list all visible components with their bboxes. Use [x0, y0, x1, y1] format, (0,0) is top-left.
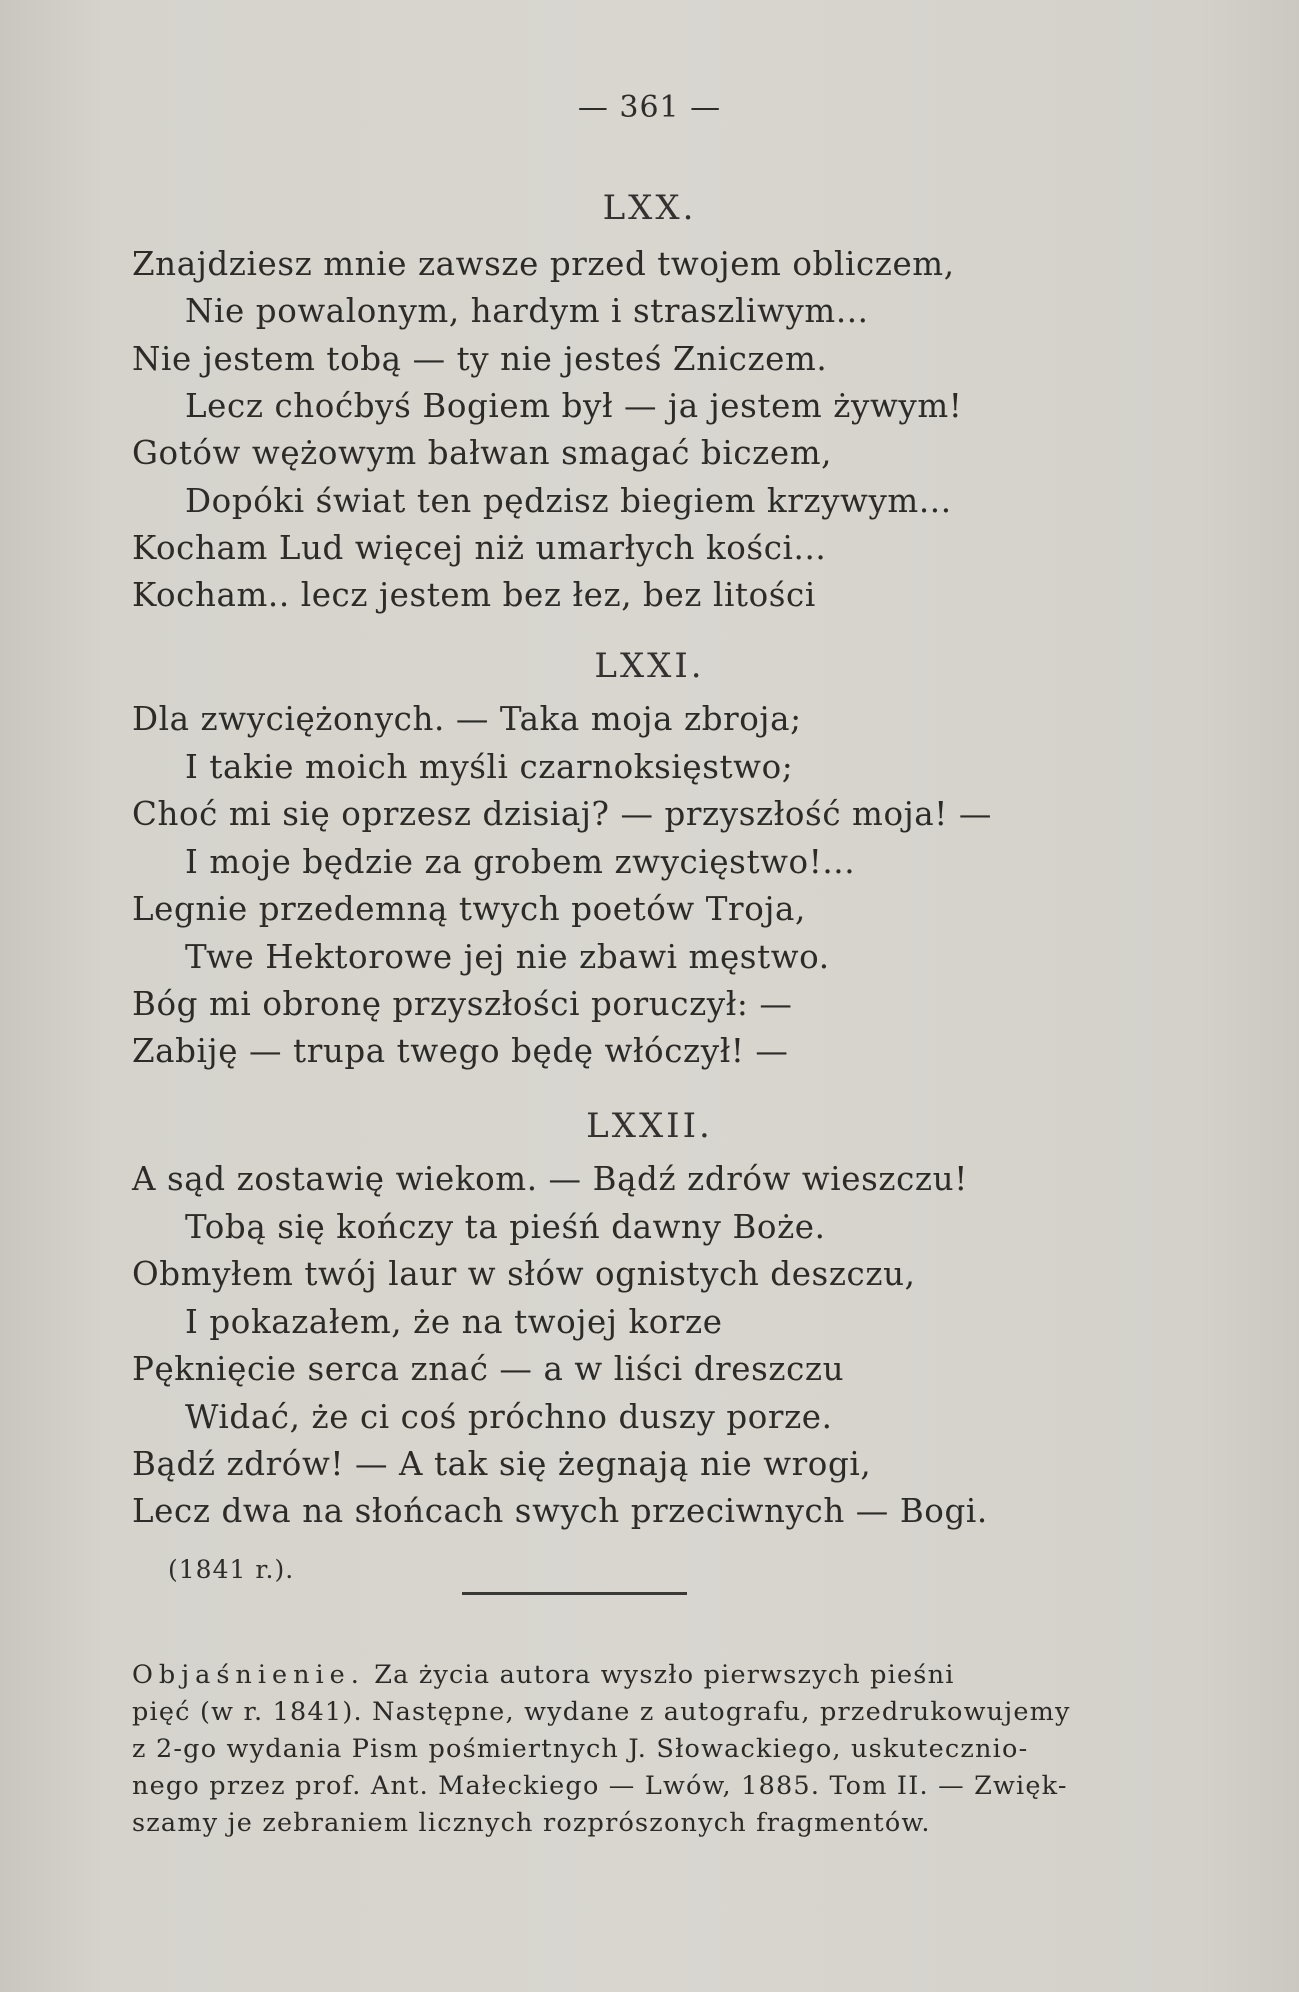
note-first-line-text: Za życia autora wyszło pierwszych pieśni: [374, 1660, 955, 1690]
verse-line: Bądź zdrów! — A tak się żegnają nie wrogi,: [132, 1445, 872, 1483]
verse-line: Gotów wężowym bałwan smagać biczem,: [132, 434, 833, 472]
stanza-heading-lxxii: LXXII.: [586, 1106, 713, 1146]
verse-line: Bóg mi obronę przyszłości poruczył: —: [132, 985, 793, 1023]
verse-line: Tobą się kończy ta pieśń dawny Boże.: [185, 1208, 826, 1246]
verse-line: A sąd zostawię wiekom. — Bądź zdrów wieszczu!: [132, 1160, 968, 1198]
stanza-heading-lxx: LXX.: [602, 188, 697, 228]
note-line: z 2-go wydania Pism pośmiertnych J. Słowackiego, uskutecznio-: [132, 1734, 1029, 1764]
verse-line: Choć mi się oprzesz dzisiaj? — przyszłość moja! —: [132, 795, 992, 833]
verse-line: Kocham.. lecz jestem bez łez, bez litości: [132, 576, 816, 614]
verse-line: I pokazałem, że na twojej korze: [185, 1303, 723, 1341]
section-divider: [462, 1592, 687, 1595]
note-line: szamy je zebraniem licznych rozprószonych fragmentów.: [132, 1808, 931, 1838]
page-number: — 361 —: [577, 90, 722, 125]
verse-line: Znajdziesz mnie zawsze przed twojem obliczem,: [132, 245, 955, 283]
verse-line: Dopóki świat ten pędzisz biegiem krzywym...: [185, 482, 952, 520]
verse-line: I moje będzie za grobem zwycięstwo!...: [185, 843, 856, 881]
verse-line: Zabiję — trupa twego będę włóczył! —: [132, 1032, 789, 1070]
verse-line: Twe Hektorowe jej nie zbawi męstwo.: [185, 938, 830, 976]
verse-line: I takie moich myśli czarnoksięstwo;: [185, 748, 794, 786]
verse-line: Kocham Lud więcej niż umarłych kości...: [132, 529, 827, 567]
stanza-heading-lxxi: LXXI.: [594, 646, 705, 686]
verse-line: Pęknięcie serca znać — a w liści dreszczu: [132, 1350, 845, 1388]
verse-line: Dla zwyciężonych. — Taka moja zbroja;: [132, 700, 802, 738]
note-line: pięć (w r. 1841). Następne, wydane z autografu, przedrukowujemy: [132, 1697, 1071, 1727]
note-heading: Objaśnienie.: [132, 1660, 365, 1690]
verse-line: Obmyłem twój laur w słów ognistych deszczu,: [132, 1255, 916, 1293]
verse-line: Widać, że ci coś próchno duszy porze.: [185, 1398, 833, 1436]
verse-line: Nie powalonym, hardym i straszliwym...: [185, 292, 869, 330]
verse-line: Legnie przedemną twych poetów Troja,: [132, 890, 806, 928]
note-line: nego przez prof. Ant. Małeckiego — Lwów, 1885. Tom II. — Zwięk-: [132, 1771, 1068, 1801]
verse-line: Nie jestem tobą — ty nie jesteś Zniczem.: [132, 340, 828, 378]
poem-date: (1841 r.).: [168, 1555, 295, 1584]
note-line-first: [132, 1660, 955, 1690]
verse-line: Lecz dwa na słońcach swych przeciwnych — Bogi.: [132, 1492, 988, 1530]
verse-line: Lecz choćbyś Bogiem był — ja jestem żywym!: [185, 387, 963, 425]
